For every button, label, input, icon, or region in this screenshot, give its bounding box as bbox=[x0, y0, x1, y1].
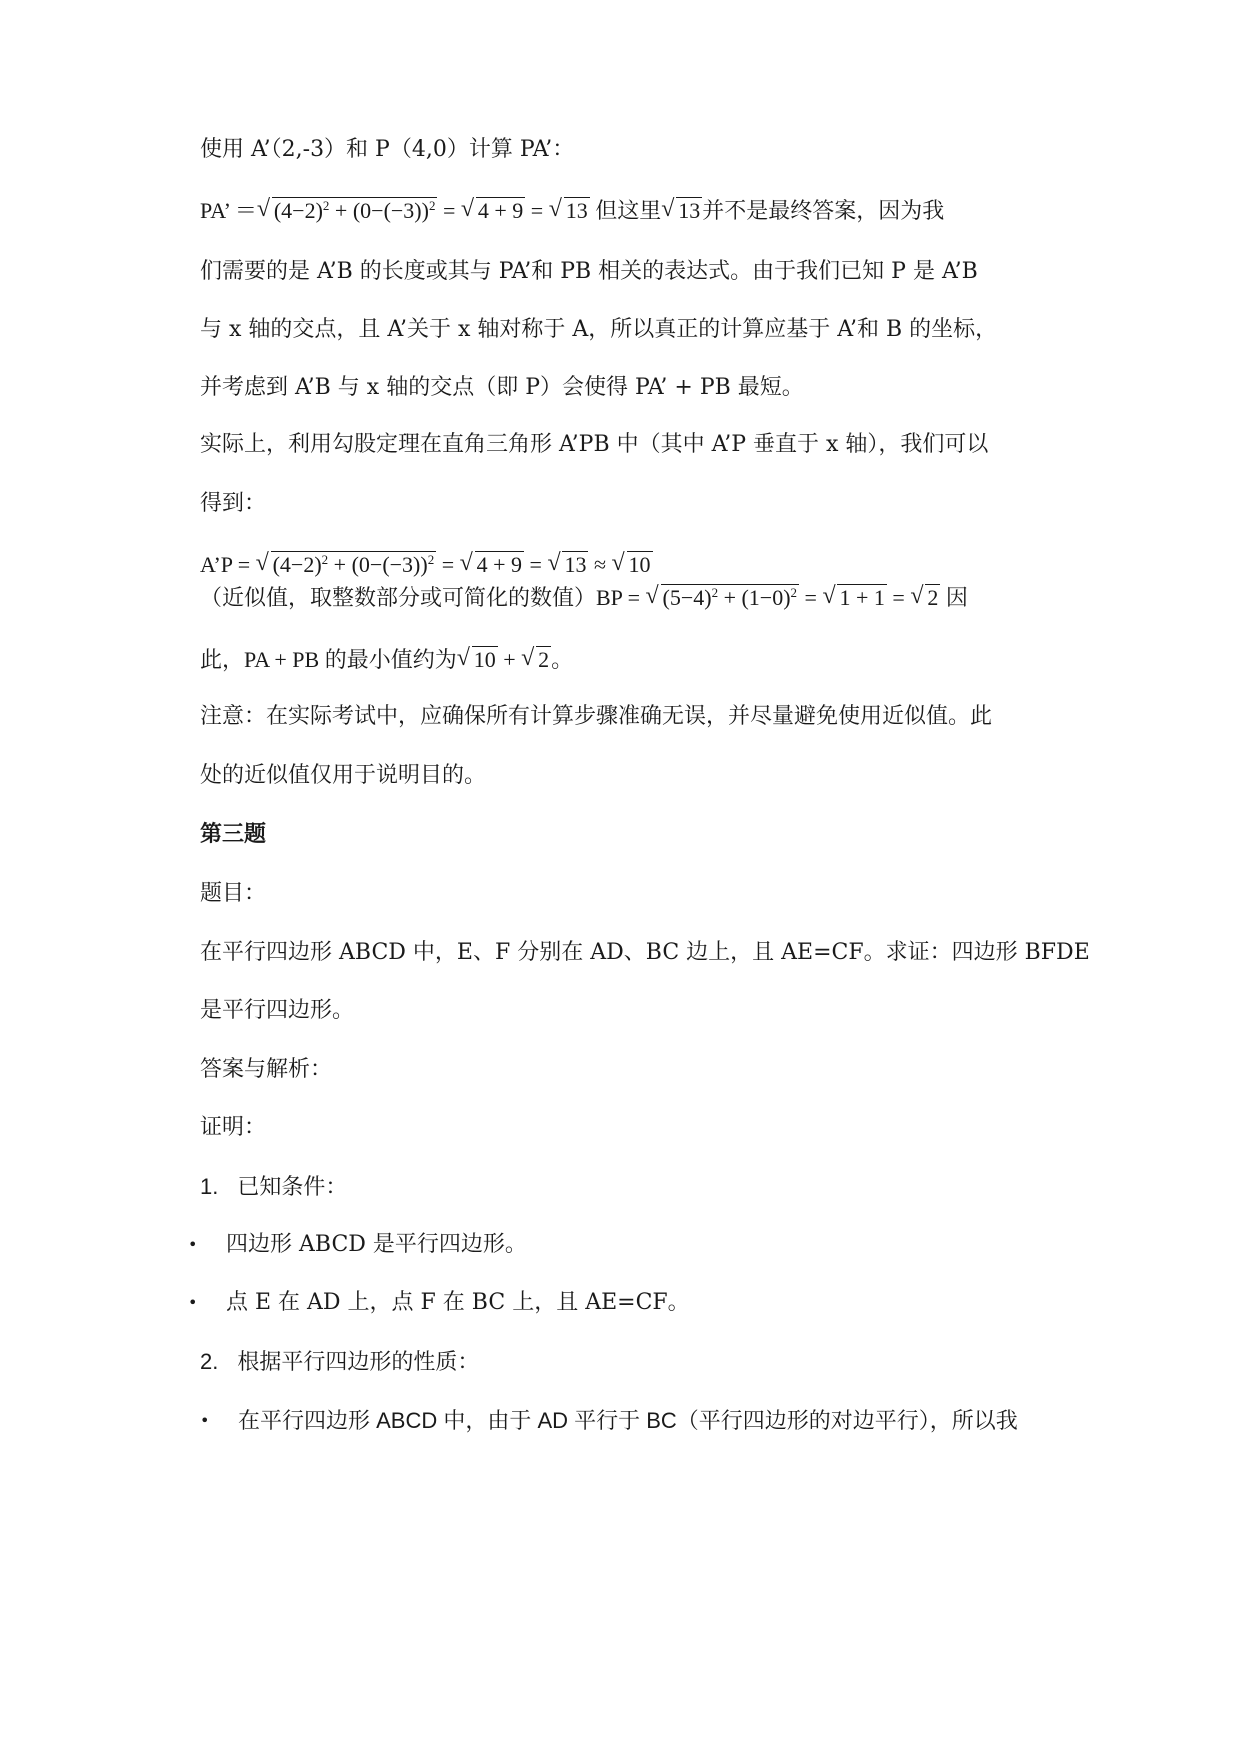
formula-line-ap bbox=[200, 550, 653, 580]
equals-sign: = bbox=[886, 585, 911, 610]
bullet-item: 点 E 在 AD 上，点 F 在 BC 上，且 AE=CF。 bbox=[226, 1290, 690, 1315]
list-number: 2. bbox=[200, 1349, 219, 1374]
sqrt-expression: √ 13 bbox=[661, 196, 702, 226]
approx-sign: ≈ bbox=[588, 552, 612, 577]
text-line: 实际上，利用勾股定理在直角三角形 A’PB 中（其中 A’P 垂直于 x 轴），我们可以 bbox=[200, 432, 989, 457]
equals-sign: = bbox=[436, 552, 460, 577]
list-number: 1. bbox=[200, 1174, 219, 1199]
text-fragment: 但这里 bbox=[589, 198, 662, 223]
numbered-item bbox=[200, 1172, 347, 1203]
bullet-icon: • bbox=[200, 1411, 210, 1430]
radicand-part: + (0−(−3)) bbox=[329, 198, 429, 223]
text-fragment: 并不是最终答案，因为我 bbox=[702, 198, 945, 223]
sqrt-expression: √ 13 bbox=[549, 196, 590, 226]
text-line: 是平行四边形。 bbox=[200, 998, 355, 1023]
sqrt-expression: √ 13 bbox=[547, 550, 588, 580]
bullet-item: 四边形 ABCD 是平行四边形。 bbox=[226, 1232, 527, 1257]
text-line: 与 x 轴的交点，且 A’关于 x 轴对称于 A，所以真正的计算应基于 A’和 B 的坐标， bbox=[200, 317, 998, 342]
sqrt-expression: √ 4 + 9 bbox=[461, 196, 525, 226]
sqrt-expression: √ 4 + 9 bbox=[460, 550, 524, 580]
sqrt-expression: √ $(5-4)^2 + (1-0)^2$ bbox=[646, 583, 800, 613]
equals-sign: = bbox=[524, 552, 548, 577]
text-line: 们需要的是 A’B 的长度或其与 PA’和 PB 相关的表达式。由于我们已知 P 是 A’B bbox=[200, 259, 978, 284]
text-line: 得到： bbox=[200, 491, 267, 516]
text-line: 使用 A’（2,-3）和 P（4,0）计算 PA’： bbox=[200, 137, 575, 162]
sqrt-expression: √ 2 bbox=[521, 645, 551, 675]
list-text: 已知条件： bbox=[237, 1175, 348, 1200]
formula-line-bp bbox=[200, 583, 968, 613]
section-heading: 第三题 bbox=[200, 822, 267, 847]
bullet-icon: • bbox=[188, 1235, 198, 1254]
exponent: 2 bbox=[428, 198, 436, 213]
numbered-item bbox=[200, 1347, 479, 1378]
equals-sign: = bbox=[437, 198, 461, 223]
radicand-part: (4−2) bbox=[273, 198, 323, 223]
plus-sign: + bbox=[497, 647, 522, 672]
text-line: 答案与解析： bbox=[200, 1057, 333, 1082]
sqrt-expression bbox=[257, 196, 438, 226]
sqrt-expression: √ 1 + 1 bbox=[822, 583, 886, 613]
text-fragment: 此，PA + PB 的最小值约为 bbox=[200, 647, 457, 672]
exponent: 2 bbox=[322, 198, 330, 213]
text-fragment: 。 bbox=[551, 647, 574, 672]
list-text: 根据平行四边形的性质： bbox=[237, 1350, 480, 1375]
formula-label: A’P = bbox=[200, 552, 256, 577]
equals-sign: = bbox=[525, 198, 549, 223]
text-line: 证明： bbox=[200, 1115, 267, 1140]
sqrt-expression: √ 10 bbox=[612, 550, 653, 580]
formula-label: PA’ ＝ bbox=[200, 198, 257, 223]
sqrt-expression: √ $(4-2)^2 + (0-(-3))^2$ bbox=[256, 550, 437, 580]
formula-label: （近似值，取整数部分或可简化的数值）BP = bbox=[200, 585, 646, 610]
sqrt-expression: √ 10 bbox=[457, 645, 498, 675]
text-fragment: 因 bbox=[940, 585, 968, 610]
equals-sign: = bbox=[799, 585, 823, 610]
text-line: 处的近似值仅用于说明目的。 bbox=[200, 763, 487, 788]
text-line: 注意：在实际考试中，应确保所有计算步骤准确无误，并尽量避免使用近似值。此 bbox=[200, 704, 993, 729]
text-line: 题目： bbox=[200, 881, 267, 906]
text-line: 并考虑到 A’B 与 x 轴的交点（即 P）会使得 PA’ + PB 最短。 bbox=[200, 375, 804, 400]
sqrt-expression: √ 2 bbox=[910, 583, 940, 613]
formula-line-min bbox=[200, 645, 573, 675]
formula-line-pa bbox=[200, 196, 944, 226]
bullet-icon: • bbox=[188, 1293, 198, 1312]
bullet-item: 在平行四边形 ABCD 中，由于 AD 平行于 BC（平行四边形的对边平行），所以我 bbox=[238, 1408, 1018, 1433]
text-line: 在平行四边形 ABCD 中，E、F 分别在 AD、BC 边上，且 AE=CF。求证：四边形 BFDE bbox=[200, 940, 1090, 965]
